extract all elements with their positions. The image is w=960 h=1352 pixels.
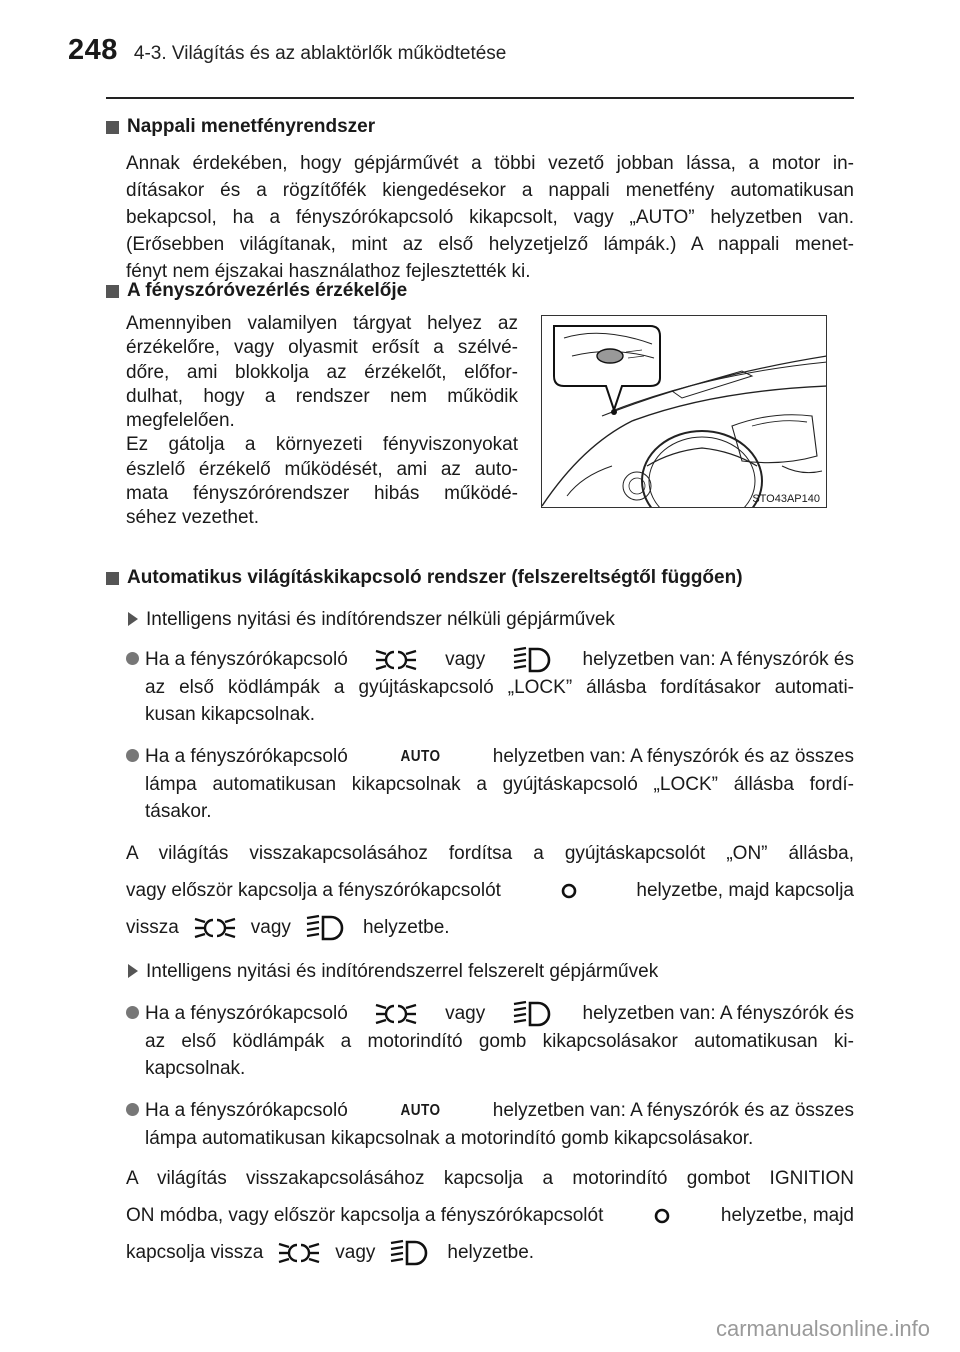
headlights-icon <box>512 999 556 1029</box>
section-light-sensor <box>106 279 854 303</box>
section-auto-light-off <box>106 566 854 1271</box>
figure-code: STO43AP140 <box>752 493 820 505</box>
paragraph: A világítás visszakapcsolásához kapcsolja a motorindító gombot IGNITION ON módba, vagy először kapcsolja a fényszórókapcsolót helyzetbe, majd kapcsolja vissza vagy helyzetbe. <box>126 1160 854 1271</box>
triangle-bullet-icon <box>128 612 138 626</box>
round-bullet-icon <box>126 1103 139 1116</box>
sensor-paragraph: Amennyiben valamilyen tárgyat helyez az érzékelőre, vagy olyasmit erősít a szélvé- dőre, ami blokkolja az érzékelőt, előfor- dulhat, hogy a rendszer nem működik megfelelően. Ez gátolja a környezeti fényviszonyokat észlelő érzékelő működését, ami az auto- mata fényszórórendszer hibás működé- séhez vezethet. <box>126 313 518 529</box>
subsection-no-smart-key: Intelligens nyitási és indítórendszer nélküli gépjárművek <box>128 606 854 633</box>
square-bullet-icon <box>106 121 119 134</box>
tail-lights-icon <box>374 999 418 1029</box>
tail-lights-icon <box>193 913 237 943</box>
round-bullet-icon <box>126 1006 139 1019</box>
subsection-smart-key: Intelligens nyitási és indítórendszerrel felszerelt gépjárművek <box>128 958 854 985</box>
section-daytime-running-lights <box>106 115 854 285</box>
lights-off-icon <box>650 1204 674 1228</box>
watermark: carmanualsonline.info <box>715 1316 930 1341</box>
square-bullet-icon <box>106 285 119 298</box>
lights-off-icon <box>557 879 581 903</box>
list-item: Ha a fényszórókapcsoló vagy helyzetben van: A fényszórók és az első ködlámpák a gyújtáskapcsoló „LOCK” állásba fordításakor automati- kusan kikapcsolnak. <box>126 645 854 728</box>
dashboard-drawing <box>542 316 827 508</box>
tail-lights-icon <box>277 1238 321 1268</box>
headlights-icon <box>305 913 349 943</box>
round-bullet-icon <box>126 749 139 762</box>
section-heading: A fényszóróvezérlés érzékelője <box>106 279 854 303</box>
paragraph: A világítás visszakapcsolásához fordítsa a gyújtáskapcsolót „ON” állásba, vagy először kapcsolja a fényszórókapcsolót helyzetbe, majd kapcsolja vissza vagy helyzetbe. <box>126 835 854 946</box>
list-item: Ha a fényszórókapcsoló AUTO helyzetben van: A fényszórók és az összes lámpa automatikusan kikapcsolnak a gyújtáskapcsoló „LOCK” állásba fordí- tásakor. <box>126 742 854 825</box>
tail-lights-icon <box>374 645 418 675</box>
round-bullet-icon <box>126 652 139 665</box>
section-paragraph: Annak érdekében, hogy gépjárművét a többi vezető jobban lássa, a motor in- dításakor és a rögzítőfék kiengedésekor a nappali menetfény automatikusan bekapcsol, ha a fényszórókapcsoló kikapcsolt, vagy „AUTO” helyzetben van. (Erősebben világítanak, mint az első helyzetjelző lámpák.) A nappali menet- fényt nem éjszakai használathoz fejlesztették ki. <box>126 153 854 282</box>
headlights-icon <box>512 645 556 675</box>
section-heading: Automatikus világításkikapcsoló rendszer (felszereltségtől függően) <box>106 566 854 590</box>
triangle-bullet-icon <box>128 964 138 978</box>
auto-mode-icon: AUTO <box>400 1102 441 1119</box>
dashboard-sensor-illustration <box>541 315 827 508</box>
page-number: 248 <box>68 34 118 66</box>
auto-mode-icon: AUTO <box>400 748 441 765</box>
page-header <box>68 34 506 74</box>
headlights-icon <box>389 1238 433 1268</box>
square-bullet-icon <box>106 572 119 585</box>
chapter-title: 4-3. Világítás és az ablaktörlők működtetése <box>133 43 507 64</box>
header-divider <box>106 97 854 99</box>
section-heading: Nappali menetfényrendszer <box>106 115 854 139</box>
list-item: Ha a fényszórókapcsoló vagy helyzetben van: A fényszórók és az első ködlámpák a motorindító gomb kikapcsolásakor automatikusan ki- kapcsolnak. <box>126 999 854 1082</box>
list-item: Ha a fényszórókapcsoló AUTO helyzetben van: A fényszórók és az összes lámpa automatikusan kikapcsolnak a motorindító gomb kikapcsolásakor. <box>126 1096 854 1152</box>
